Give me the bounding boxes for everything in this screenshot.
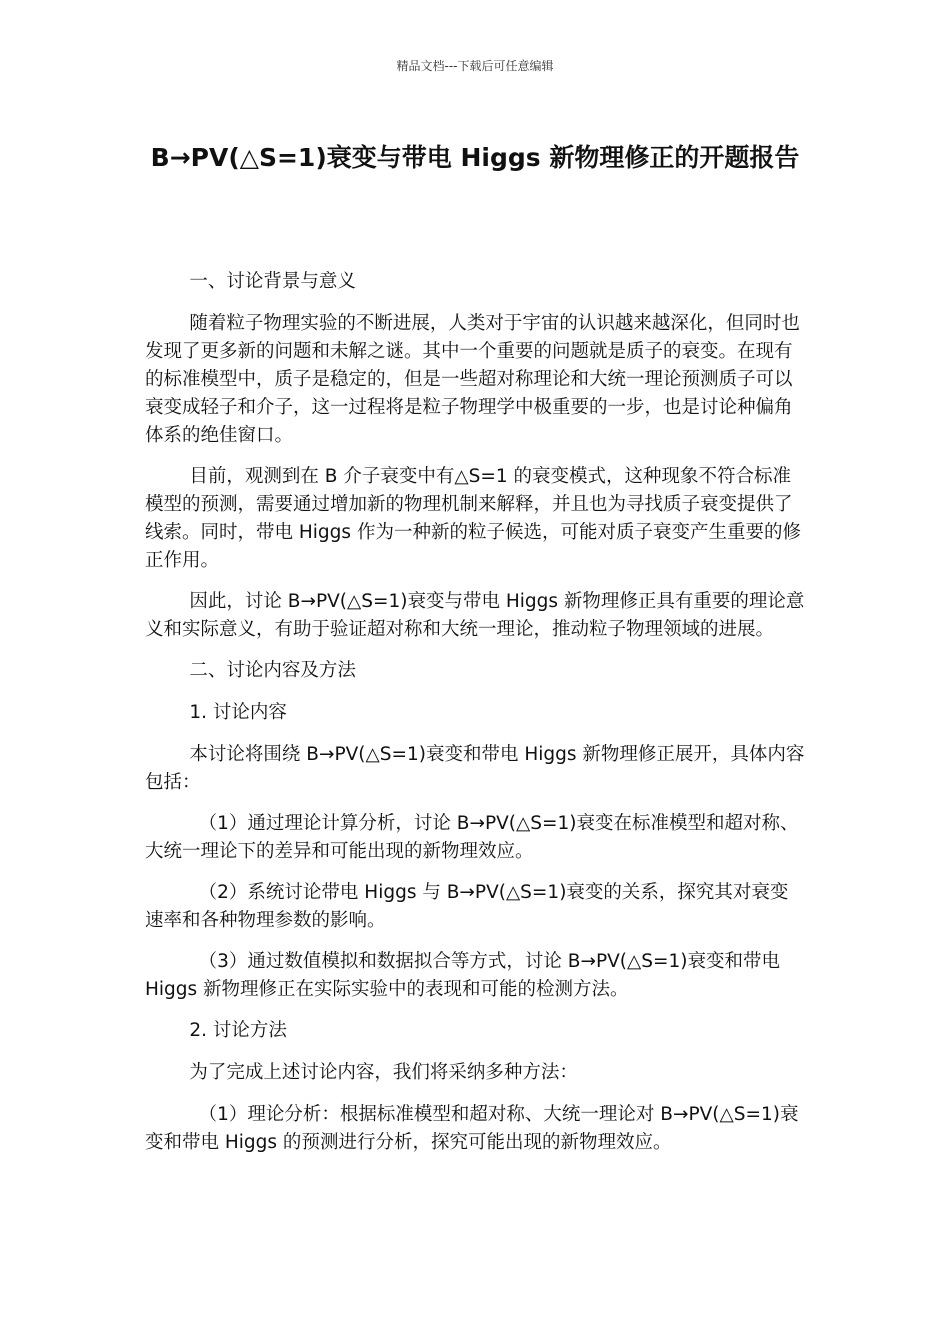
paragraph-method-intro: 为了完成上述讨论内容，我们将采纳多种方法： (189, 1062, 578, 1083)
list-item-content-1: （1）通过理论计算分析，讨论 B→PV(△S=1)衰变在标准模型和超对称、大统一理论下的差异和可能出现的新物理效应。 (145, 813, 799, 862)
section-heading-content-method: 二、讨论内容及方法 (189, 660, 356, 681)
section-heading-background: 一、讨论背景与意义 (189, 271, 356, 292)
paragraph-observation: 目前，观测到在 B 介子衰变中有△S=1 的衰变模式，这种现象不符合标准模型的预测，需要通过增加新的物理机制来解释，并且也为寻找质子衰变提供了线索。同时，带电 Higgs 作为一种新的粒子候选，可能对质子衰变产生重要的修正作用。 (145, 466, 801, 571)
list-item-content-3: （3）通过数值模拟和数据拟合等方式，讨论 B→PV(△S=1)衰变和带电 Higgs 新物理修正在实际实验中的表现和可能的检测方法。 (145, 951, 780, 1000)
paragraph-background: 随着粒子物理实验的不断进展，人类对于宇宙的认识越来越深化，但同时也发现了更多新的问题和未解之谜。其中一个重要的问题就是质子的衰变。在现有的标准模型中，质子是稳定的，但是一些超对称理论和大统一理论预测质子可以衰变成轻子和介子，这一过程将是粒子物理学中极重要的一步，也是讨论种偏角体系的绝佳窗口。 (145, 313, 800, 446)
document-body (145, 268, 805, 1170)
document-title: B→PV(△S=1)衰变与带电 Higgs 新物理修正的开题报告 (150, 143, 800, 172)
list-item-method-1: （1）理论分析：根据标准模型和超对称、大统一理论对 B→PV(△S=1)衰变和带电 Higgs 的预测进行分析，探究可能出现的新物理效应。 (145, 1104, 799, 1153)
list-item-content-2: （2）系统讨论带电 Higgs 与 B→PV(△S=1)衰变的关系，探究其对衰变速率和各种物理参数的影响。 (145, 882, 789, 931)
subheading-method: 2. 讨论方法 (189, 1020, 287, 1041)
header-note: 精品文档---下载后可任意编辑 (396, 59, 554, 73)
paragraph-content-intro: 本讨论将围绕 B→PV(△S=1)衰变和带电 Higgs 新物理修正展开，具体内容包括： (145, 744, 805, 793)
paragraph-significance: 因此，讨论 B→PV(△S=1)衰变与带电 Higgs 新物理修正具有重要的理论意义和实际意义，有助于验证超对称和大统一理论，推动粒子物理领域的进展。 (145, 591, 805, 640)
subheading-content: 1. 讨论内容 (189, 702, 287, 723)
